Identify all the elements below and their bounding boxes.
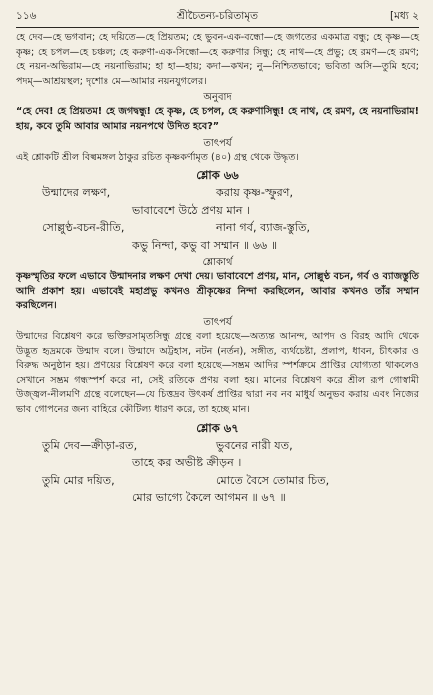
- tatparya-heading: তাৎপর্য: [203, 137, 232, 149]
- verse-line: তুমি দেব—ক্রীড়া-রত,: [42, 438, 138, 452]
- tatparya-text: এই শ্লোকটি শ্রীল বিল্বমঙ্গল ঠাকুর রচিত কৃষ্ণকর্ণামৃত (৪০) গ্রন্থ থেকে উদ্ধৃত।: [16, 151, 299, 163]
- verse-line: ভুবনের নারী যত,: [216, 438, 293, 452]
- tatparya-heading: তাৎপর্য: [203, 316, 232, 328]
- anuvad-heading: অনুবাদ: [203, 92, 232, 104]
- verse-line: করায় কৃষ্ণ-স্ফুরণ,: [216, 186, 294, 200]
- page-number: ১১৬: [16, 10, 37, 22]
- verse-line: তুমি মোর দয়িত,: [42, 473, 115, 487]
- page-body: [16, 31, 419, 507]
- sloka-66-heading: শ্লোক ৬৬: [196, 168, 239, 183]
- verse-line: মোর ভাগ্যে কৈলে আগমন ॥ ৬৭ ॥: [132, 491, 286, 504]
- verse-line: তাহে কর অভীষ্ট ক্রীড়ন ।: [132, 456, 242, 469]
- verse-line: মোতে বৈসে তোমার চিত,: [216, 473, 330, 487]
- verse-line: নানা গর্ব, ব্যাজ-স্তুতি,: [216, 221, 311, 235]
- sloka-66-verse: [16, 184, 419, 254]
- anuvad-text: “হে দেব! হে প্রিয়তম! হে জগদ্বন্ধু! হে কৃষ্ণ, হে চপল, হে করুণাসিন্ধু! হে নাথ, হে রমণ, হে নয়নাভিরাম! হায়, কবে তুমি আবার আমার নয়নপথে উদিত হবে?”: [16, 106, 419, 132]
- slokartha-text: কৃষ্ণস্মৃতির ফলে এভাবে উন্মাদনার লক্ষণ দেখা দেয়। ভাবাবেশে প্রণয়, মান, সোল্লুণ্ঠ বচন, গর্ব ও ব্যাজস্তুতি আদি প্রকাশ হয়। এভাবেই মহাপ্রভু কখনও শ্রীকৃষ্ণের নিন্দা করছিলেন, আবার কখনও তাঁর সম্মান করছিলেন।: [16, 271, 419, 312]
- tatparya-text: উন্মাদের বিশ্লেষণ করে ভক্তিরসামৃতসিন্ধু গ্রন্থে বলা হয়েছে—অত্যন্ত আনন্দ, আপদ ও বিরহ আদি থেকে উদ্ভূত হৃদ্রমকে উন্মাদ বলে। উন্মাদে অট্টহাস, নটন (নর্তন), সঙ্গীত, ব্যর্থচেষ্টা, প্রলাপ, ধাবন, চীৎকার ও বিরুদ্ধ অনুষ্ঠান হয়। প্রণয়ের বিশ্লেষণ করে বলা হয়েছে—সম্ভ্রম আদির স্পর্শক্রমে প্রাপ্তির যোগ্যতা থাকলেও সেখানে সম্ভ্রম গন্ধস্পর্শ করে না, সেই রতিকে প্রণয় বলা হয়। মানের বিশ্লেষণ করে শ্রীল রূপ গোস্বামী উজ্জ্বল-নীলমণি গ্রন্থে বলেছেন—যে চিত্তদ্রব উৎকর্ষ প্রাপ্তির দ্বারা নব নব মাধুর্য অনুভব করায় এবং নিজের ভাব গোপনের জন্য বাহিরে কৌটিল্য ধারণ করে, তা হচ্ছে মান।: [16, 330, 419, 415]
- sloka-67-heading: শ্লোক ৬৭: [196, 420, 239, 435]
- page-header: [16, 6, 419, 26]
- verse-line: উন্মাদের লক্ষণ,: [42, 186, 111, 200]
- word-meanings: হে দেব—হে ভগবান; হে দয়িতে—হে প্রিয়তম; হে ভুবন-এক-বন্ধো—হে জগতের একমাত্র বন্ধু; হে কৃষ্ণ—হে কৃষ্ণ; হে চপল—হে চঞ্চল; হে করুণা-এক-সিন্ধো—হে করুণার সিন্ধু; হে নাথ—হে প্রভু; হে রমণ—হে রমণ; হে নয়ন-অভিরাম—হে নয়নাভিরাম; হা হা—হায়; কদা—কখন; নু—নিশ্চিতভাবে; ভবিতা অসি—তুমি হবে; পদম্—আশ্রয়স্থল; দৃশোঃ মে—আমার নয়নযুগলের।: [16, 32, 419, 87]
- verse-line: সোল্লুণ্ঠ-বচন-রীতি,: [42, 221, 125, 235]
- slokartha-heading: শ্লোকার্থ: [202, 257, 233, 269]
- running-title: শ্রীচৈতন্য-চরিতামৃত: [176, 10, 259, 22]
- chapter-label: [মধ্য ২: [389, 10, 419, 22]
- header-rule: [16, 27, 419, 28]
- verse-line: ভাবাবেশে উঠে প্রণয় মান ।: [132, 203, 251, 217]
- verse-line: কভু নিন্দা, কভু বা সম্মান ॥ ৬৬ ॥: [132, 238, 278, 252]
- sloka-67-verse: [16, 437, 419, 507]
